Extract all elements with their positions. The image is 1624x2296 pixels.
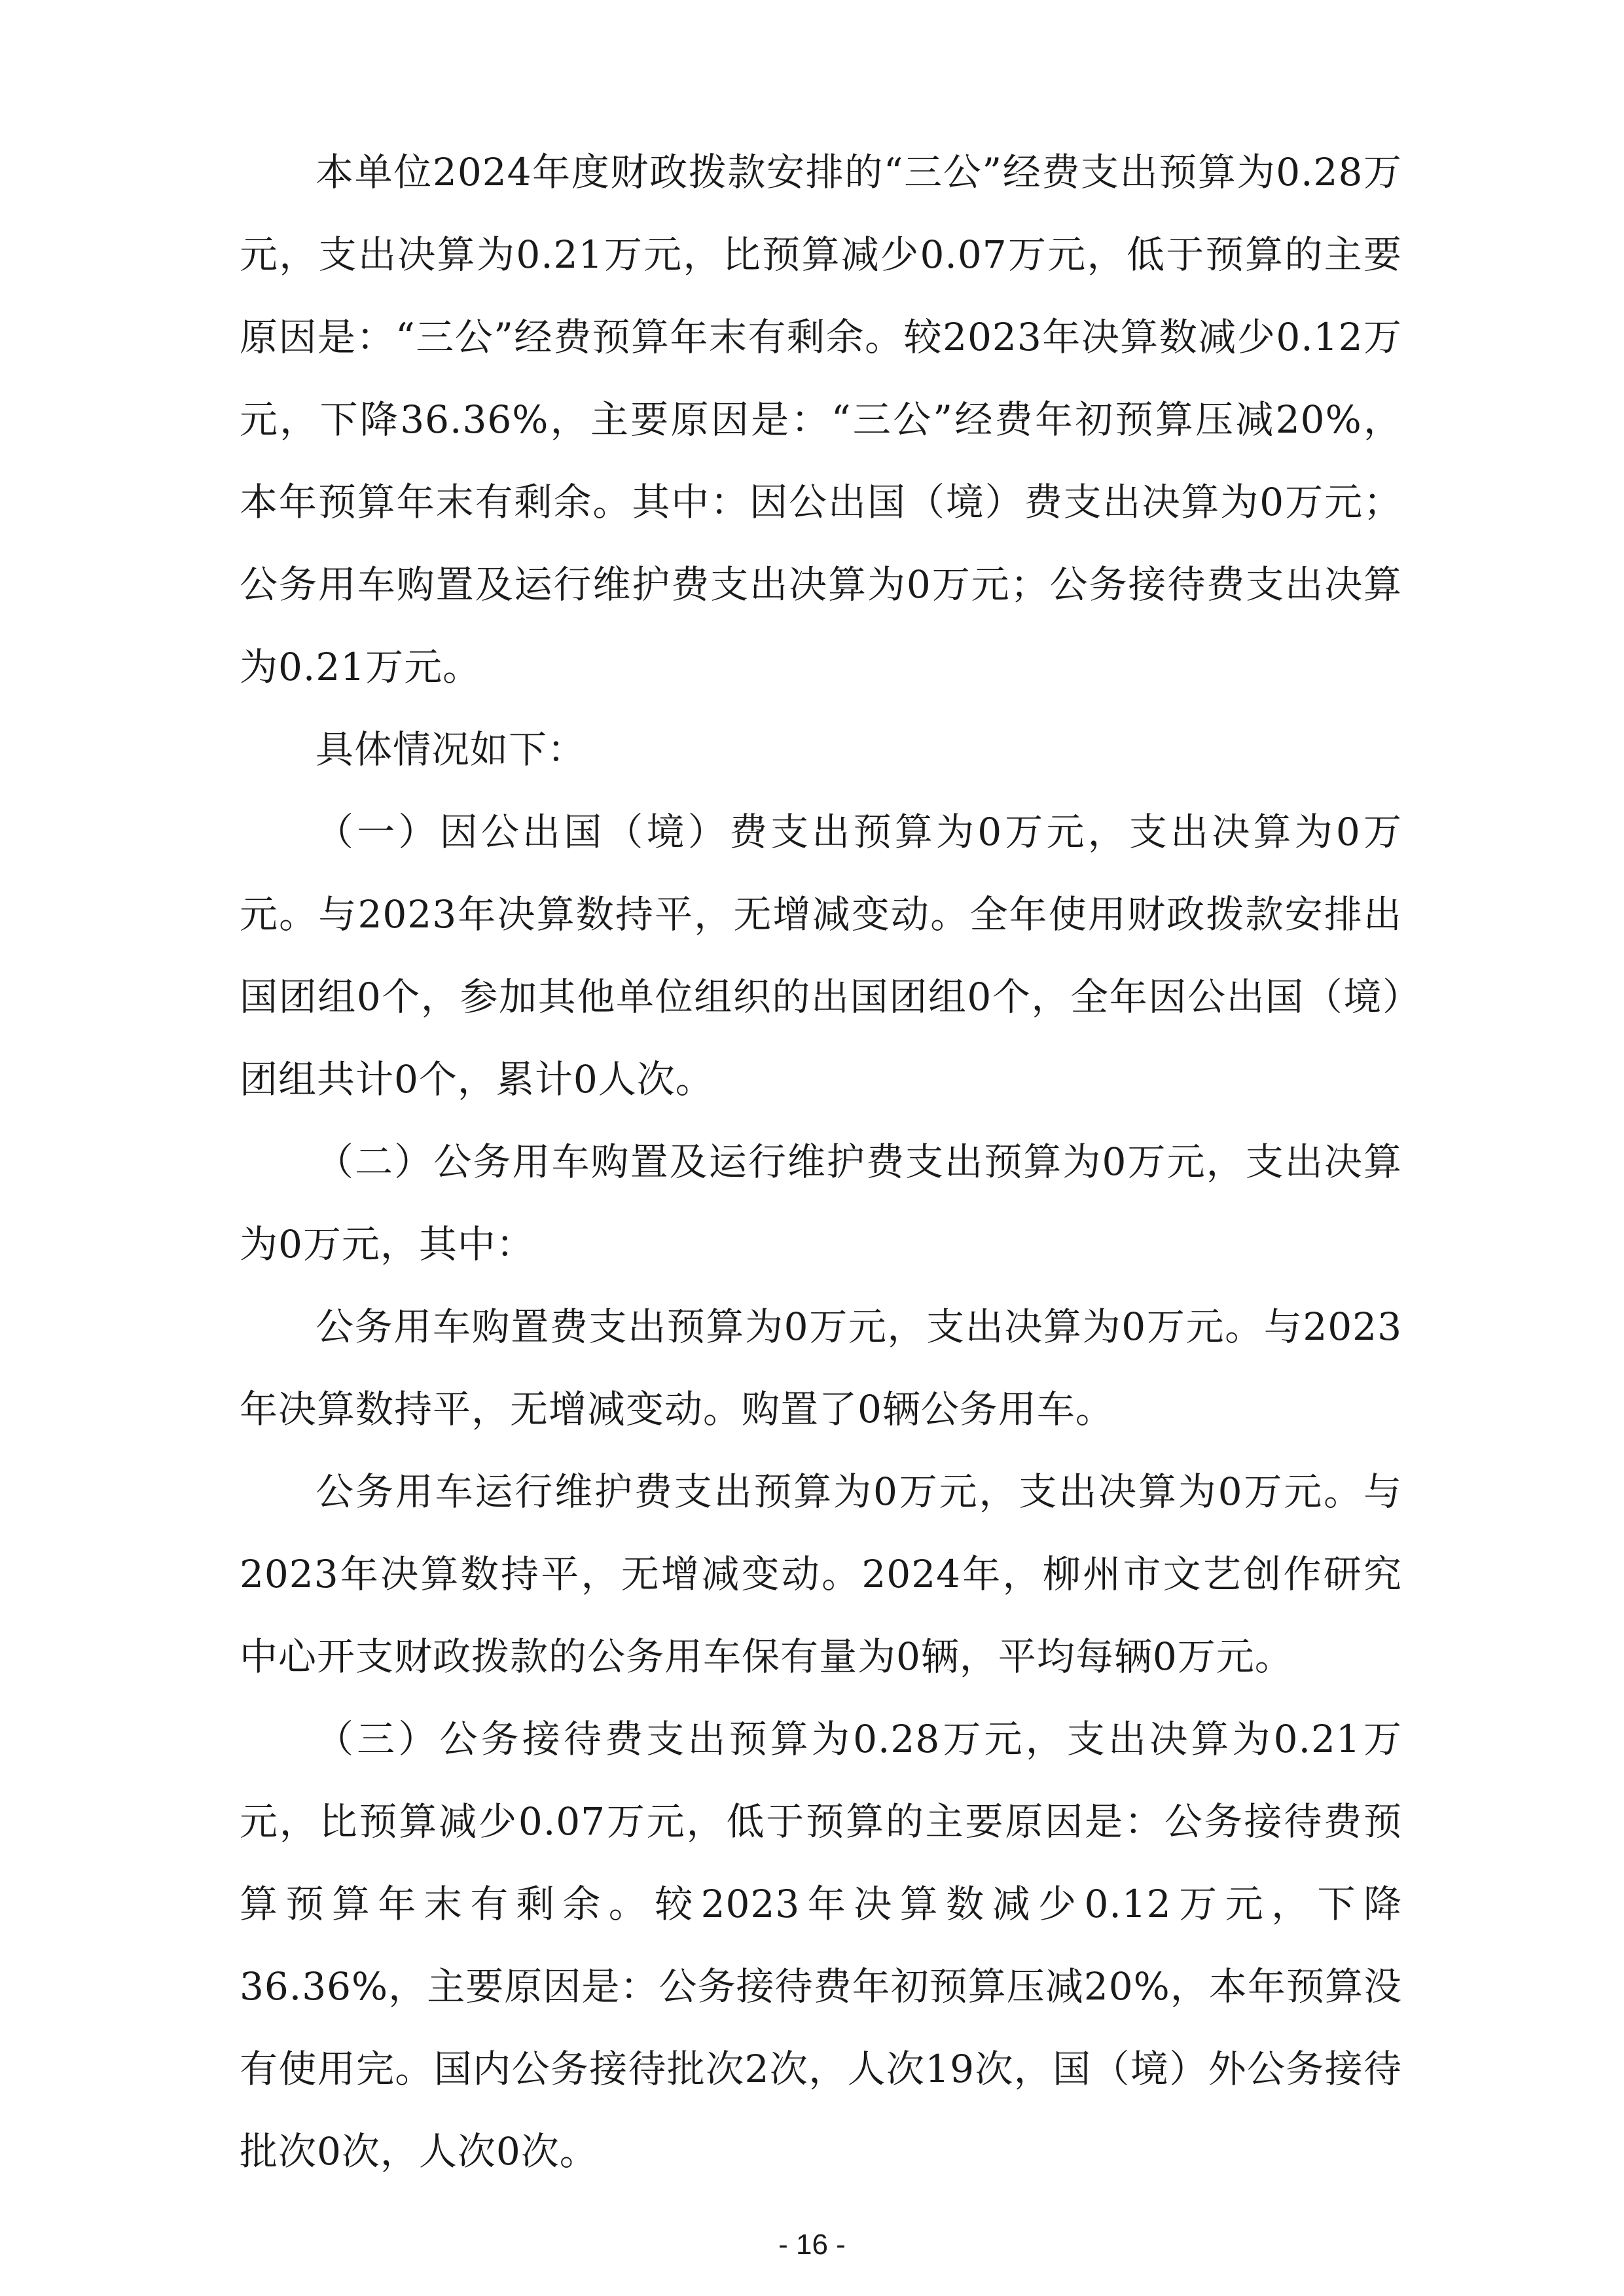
document-body — [240, 131, 1402, 2193]
paragraph-official-reception: （三）公务接待费支出预算为0.28万元，支出决算为0.21万元，比预算减少0.07万元，低于预算的主要原因是：公务接待费预算预算年末有剩余。较2023年决算数减少0.12万元，下降36.36%，主要原因是：公务接待费年初预算压减20%，本年预算没有使用完。国内公务接待批次2次，人次19次，国（境）外公务接待批次0次，人次0次。 — [240, 1717, 1402, 2174]
paragraph-official-vehicles: （二）公务用车购置及运行维护费支出预算为0万元，支出决算为0万元，其中： — [240, 1139, 1402, 1266]
paragraph-details-intro: 具体情况如下： — [316, 727, 586, 772]
page-number: - 16 - — [778, 2229, 846, 2261]
paragraph-vehicle-purchase: 公务用车购置费支出预算为0万元，支出决算为0万元。与2023年决算数持平，无增减变动。购置了0辆公务用车。 — [240, 1304, 1402, 1431]
paragraph-vehicle-maintenance: 公务用车运行维护费支出预算为0万元，支出决算为0万元。与2023年决算数持平，无增减变动。2024年，柳州市文艺创作研究中心开支财政拨款的公务用车保有量为0辆，平均每辆0万元。 — [240, 1469, 1402, 1679]
paragraph-overseas-travel: （一）因公出国（境）费支出预算为0万元，支出决算为0万元。与2023年决算数持平，无增减变动。全年使用财政拨款安排出国团组0个，参加其他单位组织的出国团组0个，全年因公出国（境）团组共计0个，累计0人次。 — [240, 810, 1402, 1102]
paragraph-sangong-summary: 本单位2024年度财政拨款安排的“三公”经费支出预算为0.28万元，支出决算为0.21万元，比预算减少0.07万元，低于预算的主要原因是：“三公”经费预算年末有剩余。较2023年决算数减少0.12万元，下降36.36%，主要原因是：“三公”经费年初预算压减20%，本年预算年末有剩余。其中：因公出国（境）费支出决算为0万元；公务用车购置及运行维护费支出决算为0万元；公务接待费支出决算为0.21万元。 — [240, 150, 1402, 689]
